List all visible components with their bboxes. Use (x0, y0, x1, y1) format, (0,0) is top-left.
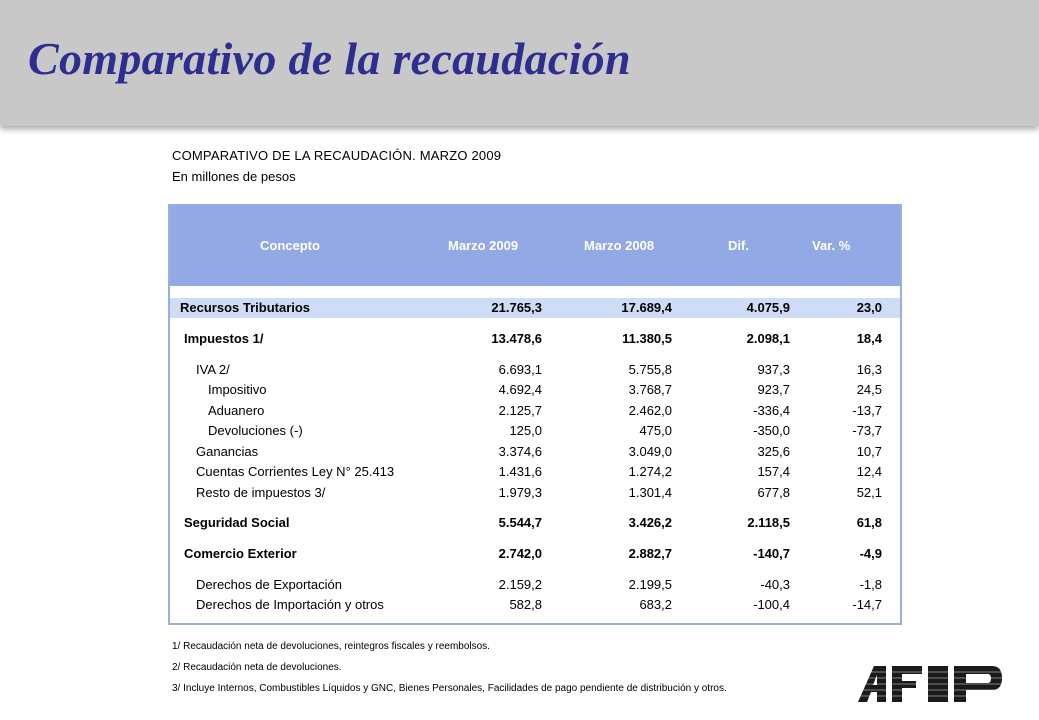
cell-marzo-2008: 683,2 (639, 597, 672, 612)
cell-marzo-2009: 3.374,6 (498, 444, 542, 459)
cell-dif: 923,7 (757, 382, 790, 397)
footnote-3: 3/ Incluye Internos, Combustibles Líquidos y GNC, Bienes Personales, Facilidades de pago pendiente de distribución y otros. (172, 683, 727, 694)
column-header-marzo-2008: Marzo 2008 (584, 238, 655, 253)
cell-var: 23,0 (856, 300, 882, 315)
cell-marzo-2009: 1.431,6 (498, 464, 542, 479)
column-header-dif: Dif. (728, 238, 749, 253)
cell-marzo-2008: 475,0 (639, 423, 672, 438)
cell-var: 10,7 (856, 444, 882, 459)
table-row (170, 442, 900, 462)
cell-marzo-2009: 2.742,0 (498, 546, 542, 561)
cell-marzo-2009: 2.159,2 (498, 577, 542, 592)
cell-marzo-2008: 2.882,7 (628, 546, 672, 561)
cell-var: 12,4 (856, 464, 882, 479)
cell-marzo-2009: 5.544,7 (498, 515, 542, 530)
table-row (170, 575, 900, 595)
cell-dif: 2.118,5 (747, 515, 790, 530)
table-row (170, 421, 900, 441)
cell-dif: -40,3 (760, 577, 790, 592)
revenue-table (168, 204, 902, 625)
cell-marzo-2008: 11.380,5 (622, 331, 672, 346)
cell-dif: 2.098,1 (746, 331, 790, 346)
cell-dif: 4.075,9 (746, 300, 790, 315)
row-label: Resto de impuestos 3/ (196, 485, 326, 500)
cell-marzo-2008: 3.426,2 (628, 515, 672, 530)
footnote-2: 2/ Recaudación neta de devoluciones. (172, 662, 342, 673)
cell-dif: 157,4 (757, 464, 790, 479)
cell-dif: -336,4 (753, 403, 790, 418)
table-row (170, 462, 900, 482)
column-header-marzo-2009: Marzo 2009 (448, 238, 519, 253)
row-label: IVA 2/ (196, 362, 230, 377)
cell-dif: -140,7 (753, 546, 790, 561)
table-header (170, 206, 900, 286)
row-label: Devoluciones (-) (208, 423, 303, 438)
table-row (170, 401, 900, 421)
cell-dif: -100,4 (753, 597, 790, 612)
cell-var: 24,5 (856, 382, 882, 397)
cell-marzo-2008: 3.768,7 (628, 382, 672, 397)
row-label: Aduanero (208, 403, 265, 418)
table-row (170, 544, 900, 564)
cell-var: -4,9 (859, 546, 882, 561)
cell-marzo-2008: 2.462,0 (628, 403, 672, 418)
column-header-var: Var. % (812, 238, 851, 253)
cell-var: 16,3 (856, 362, 882, 377)
cell-var: -73,7 (852, 423, 882, 438)
row-label: Derechos de Importación y otros (196, 597, 384, 612)
row-label: Impuestos 1/ (184, 331, 264, 346)
cell-marzo-2008: 1.301,4 (628, 485, 672, 500)
cell-marzo-2009: 582,8 (509, 597, 542, 612)
table-row (170, 483, 900, 503)
cell-marzo-2008: 1.274,2 (628, 464, 672, 479)
cell-marzo-2008: 3.049,0 (628, 444, 672, 459)
row-label: Seguridad Social (184, 515, 290, 530)
table-subtitle: En millones de pesos (172, 169, 296, 184)
cell-var: -1,8 (859, 577, 882, 592)
table-row (170, 380, 900, 400)
row-label: Impositivo (208, 382, 267, 397)
footnote-1: 1/ Recaudación neta de devoluciones, reintegros fiscales y reembolsos. (172, 641, 490, 652)
page-title: Comparativo de la recaudación (28, 33, 631, 84)
cell-marzo-2009: 13.478,6 (491, 331, 542, 346)
table-row (170, 329, 900, 349)
cell-var: 61,8 (856, 515, 882, 530)
cell-dif: 677,8 (757, 485, 790, 500)
cell-marzo-2009: 6.693,1 (498, 362, 542, 377)
header-band (0, 0, 1039, 126)
cell-marzo-2008: 17.689,4 (621, 300, 672, 315)
table-row (170, 298, 900, 318)
cell-marzo-2009: 125,0 (509, 423, 542, 438)
row-label: Cuentas Corrientes Ley N° 25.413 (196, 464, 395, 479)
cell-var: 18,4 (856, 331, 882, 346)
cell-var: -14,7 (852, 597, 882, 612)
cell-var: 52,1 (856, 485, 882, 500)
row-label: Comercio Exterior (184, 546, 297, 561)
row-label: Ganancias (196, 444, 259, 459)
cell-marzo-2008: 5.755,8 (628, 362, 672, 377)
table-row (170, 595, 900, 615)
cell-marzo-2009: 4.692,4 (498, 382, 542, 397)
table-title: COMPARATIVO DE LA RECAUDACIÓN. MARZO 2009 (172, 148, 502, 163)
cell-marzo-2009: 2.125,7 (498, 403, 542, 418)
cell-marzo-2009: 21.765,3 (491, 300, 542, 315)
cell-marzo-2009: 1.979,3 (498, 485, 542, 500)
cell-marzo-2008: 2.199,5 (628, 577, 672, 592)
column-header-concepto: Concepto (260, 238, 320, 253)
table-row (170, 513, 900, 533)
cell-dif: 937,3 (757, 362, 790, 377)
afip-logo-icon (856, 664, 1008, 704)
table-row (170, 360, 900, 380)
row-label: Recursos Tributarios (180, 300, 311, 315)
row-label: Derechos de Exportación (196, 577, 342, 592)
cell-dif: 325,6 (757, 444, 790, 459)
cell-dif: -350,0 (753, 423, 790, 438)
cell-var: -13,7 (852, 403, 882, 418)
